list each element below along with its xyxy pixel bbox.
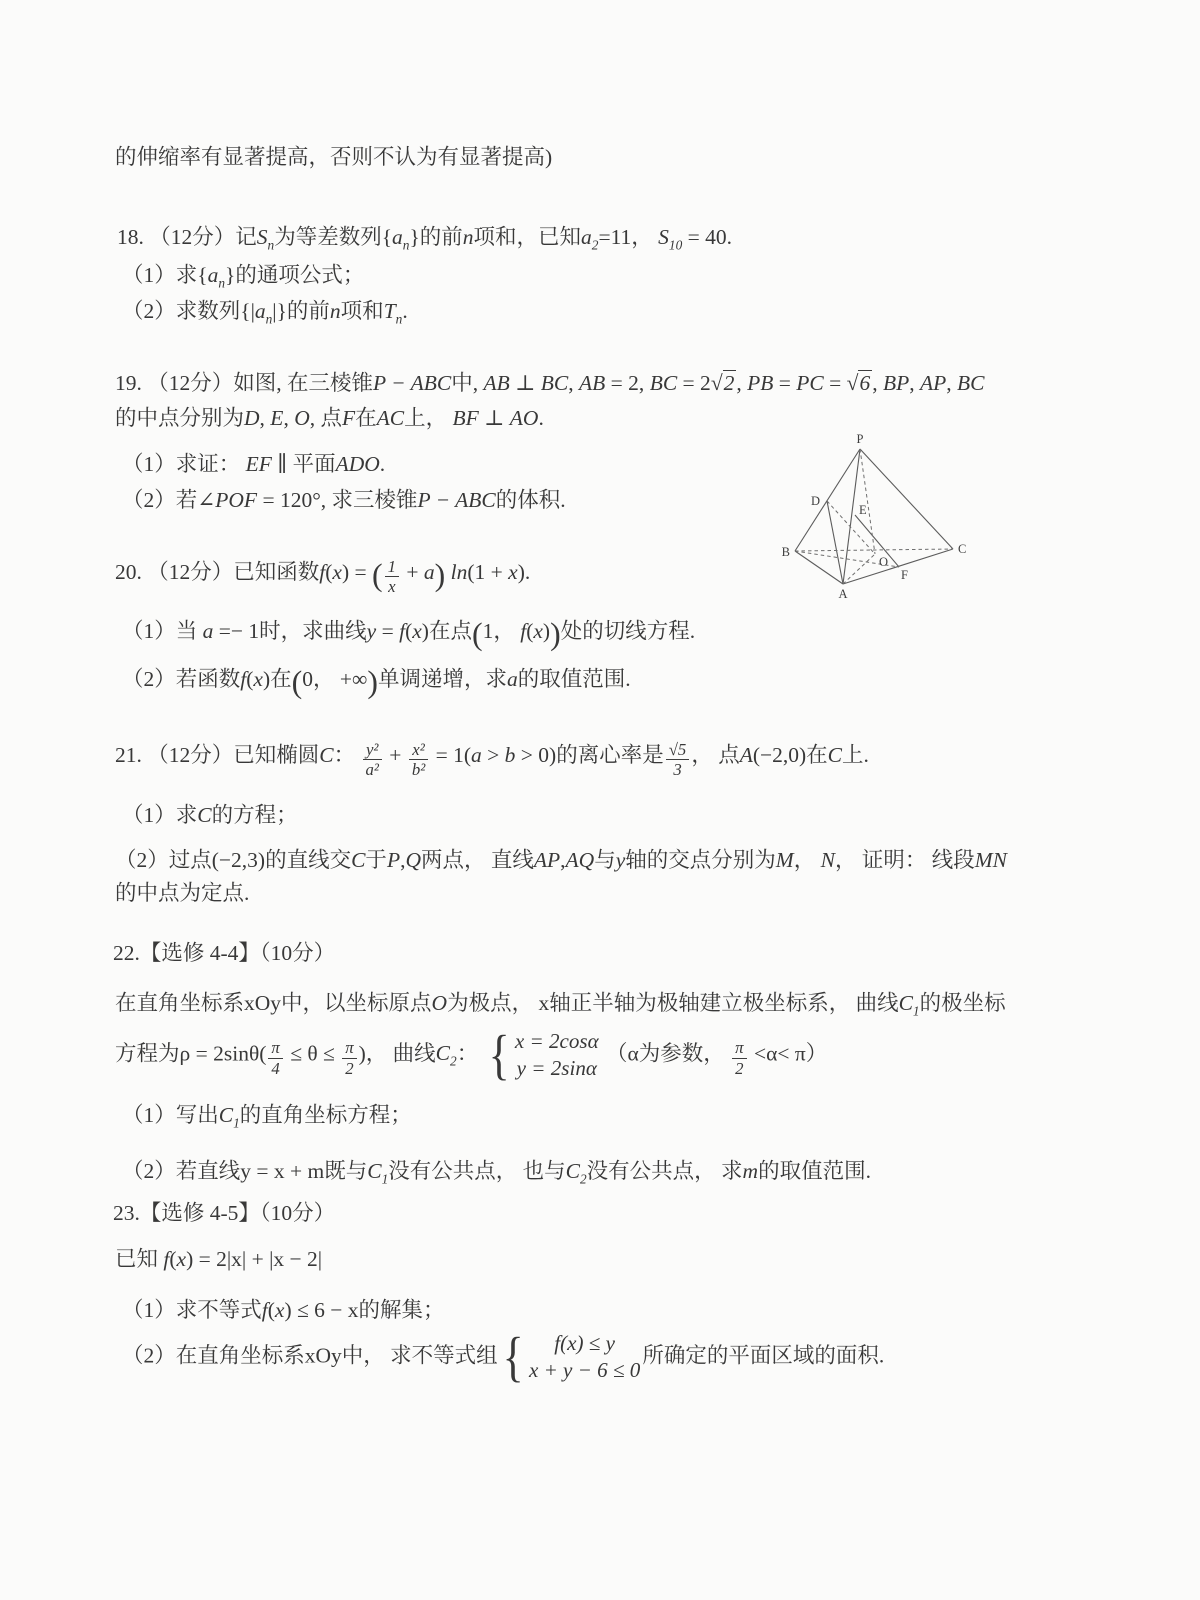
segment-AO-dashed: [843, 554, 875, 584]
vertex-label-D: D: [810, 494, 820, 508]
problem-20-part-2: （2）若函数f(x)在(0， +∞)单调递增，求a的取值范围.: [122, 664, 631, 700]
vertex-label-C: C: [958, 542, 967, 556]
problem-20-heading: 20. （12分）已知函数f(x) = ( $\frac{1}{x}$ + a) ln(1 + x).: [115, 556, 531, 597]
vertex-label-F: F: [901, 568, 908, 582]
vertex-label-O: O: [879, 555, 889, 569]
segment-EF: [855, 515, 899, 567]
vertex-label-E: E: [859, 503, 867, 517]
tetrahedron-figure: [763, 410, 983, 605]
edge-BA: [795, 551, 843, 584]
problem-22-intro-line: 在直角坐标系xOy中，以坐标原点O为极点， x轴正半轴为极轴建立极坐标系， 曲线$C_1$的极坐标: [115, 991, 1006, 1019]
problem-19-part-2: （2）若∠POF = 120°, 求三棱锥P − ABC的体积.: [122, 488, 566, 512]
problem-23-part-2: （2）在直角坐标系xOy中， 求不等式组 { f(x) ≤ y x + y − 6 ≤ 0 所确定的平面区域的面积.: [122, 1326, 885, 1388]
edge-PA: [843, 449, 860, 584]
problem-19-heading-line-1: 19. （12分）如图, 在三棱锥P − ABC中, AB ⊥ BC, AB = 2, BC = 2√2, PB = PC = √6, BP, AP, BC: [115, 371, 985, 395]
vertex-label-A: A: [838, 587, 848, 601]
problem-17-trailing-line: 的伸缩率有显著提高，否则不认为有显著提高): [115, 145, 553, 169]
problem-23-given-line: 已知 f(x) = 2|x| + |x − 2|: [115, 1247, 323, 1271]
problem-20-part-1: （1）当 a =− 1时，求曲线y = f(x)在点(1， f(x))处的切线方程.: [122, 616, 696, 652]
problem-21-heading: 21. （12分）已知椭圆C： $\frac{\text{y²}}{\text{a²}}$ + $\frac{\text{x²}}{\text{b²}}$ = 1(a > b > 0)的离心率是 $\frac{√5}{3}$ ， 点A(−2,0)在C上.: [115, 739, 869, 780]
problem-22-part-2: （2）若直线y = x + m既与$C_1$没有公共点， 也与$C_2$没有公共点， 求m的取值范围.: [122, 1159, 871, 1187]
segment-DO-dashed: [827, 501, 875, 554]
segment-DA: [827, 501, 843, 584]
problem-19-heading-line-2: 的中点分别为D, E, O, 点F在AC上， BF ⊥ AO.: [115, 406, 544, 430]
problem-18-part-2: （2）求数列$\{|a_n|\}$的前n项和$T_n$.: [122, 299, 408, 327]
problem-18-heading: 18. （12分）记$S_n$为等差数列$\{a_n\}$的前n项和，已知$a_2=11$， $S_{10} = 40$.: [117, 225, 732, 253]
problem-23-heading: 23.【选修 4-5】（10分）: [113, 1201, 336, 1225]
problem-22-equations-line: 方程为ρ = 2sinθ( $\frac{\pi}{4}$ ≤ θ ≤ $\frac{\pi}{2}$ )， 曲线$C_2$： { x = 2cosα y = 2sinα （α为参数， $\frac{\pi}{2}$ <α< π）: [115, 1024, 828, 1086]
segment-PO-dashed: [860, 449, 875, 554]
problem-21-part-1: （1）求C的方程；: [122, 803, 298, 827]
edge-PC: [860, 449, 953, 549]
problem-21-part-2-line-1: （2）过点(−2,3)的直线交C于P,Q两点， 直线AP,AQ与y轴的交点分别为M， N， 证明： 线段MN: [115, 848, 1007, 872]
problem-22-heading: 22.【选修 4-4】（10分）: [113, 941, 336, 965]
problem-18-part-1: （1）求$\{a_n\}$的通项公式；: [122, 263, 365, 291]
edge-BC-dashed: [795, 549, 953, 551]
problem-21-part-2-line-2: 的中点为定点.: [115, 881, 250, 905]
problem-23-part-1: （1）求不等式f(x) ≤ 6 − x的解集；: [122, 1298, 445, 1322]
vertex-label-P: P: [856, 432, 864, 446]
problem-22-part-1: （1）写出$C_1$的直角坐标方程；: [122, 1103, 412, 1131]
vertex-label-B: B: [781, 545, 790, 559]
edge-BP: [795, 449, 860, 551]
problem-19-part-1: （1）求证： EF ∥ 平面ADO.: [122, 452, 386, 476]
